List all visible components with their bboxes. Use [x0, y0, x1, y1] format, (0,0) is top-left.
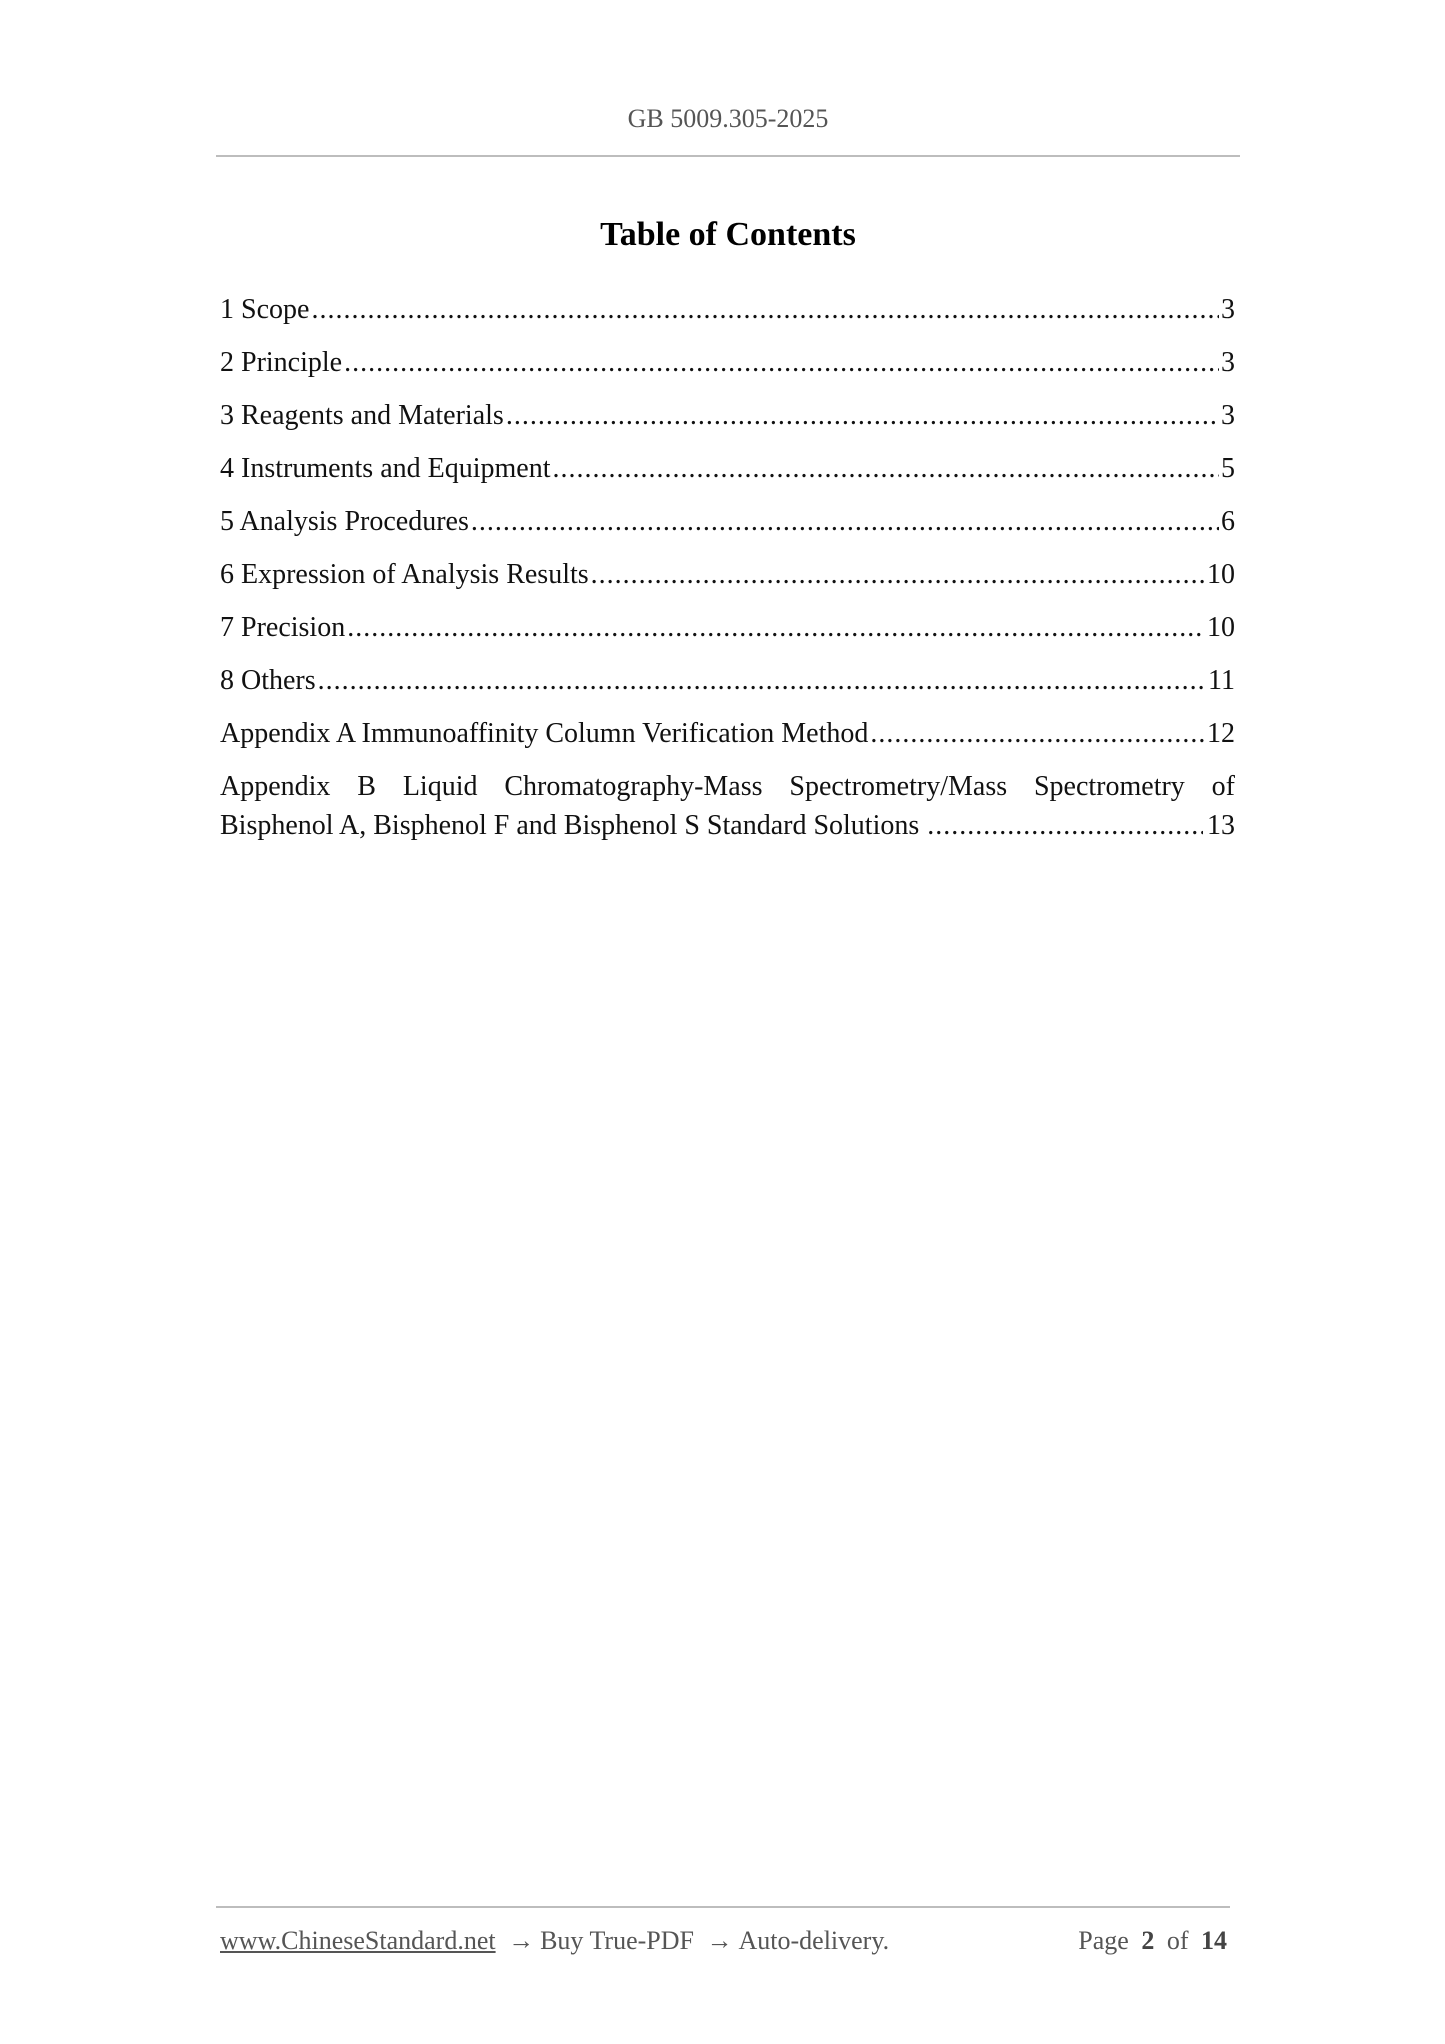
toc-entry-page: 3 [1221, 294, 1235, 325]
toc-entry-page: 3 [1221, 400, 1235, 431]
auto-delivery-text: Auto-delivery. [738, 1926, 890, 1955]
toc-entry-reagents[interactable] [220, 396, 1235, 449]
toc-entry-expression-of-results[interactable] [220, 555, 1235, 608]
arrow-right-icon: → [508, 1926, 535, 1955]
toc-entry-page: 3 [1221, 347, 1235, 378]
toc-entry-label: 6 Expression of Analysis Results [220, 559, 589, 590]
toc-entry-label: 3 Reagents and Materials [220, 400, 504, 431]
toc-entry-label: 1 Scope [220, 294, 310, 325]
footer-divider [216, 1906, 1230, 1908]
page-word: Page [1078, 1926, 1129, 1955]
toc-leader-dots [927, 806, 1203, 845]
toc-entry-page: 11 [1208, 665, 1235, 696]
toc-entry-label: 8 Others [220, 665, 316, 696]
toc-entry-label: 7 Precision [220, 612, 346, 643]
toc-entry-label: 2 Principle [220, 347, 343, 378]
toc-entry-principle[interactable] [220, 343, 1235, 396]
toc-leader-dots [318, 661, 1206, 701]
toc-leader-dots [506, 396, 1219, 436]
toc-leader-dots [870, 714, 1205, 754]
buy-true-pdf-text: Buy True-PDF [540, 1926, 694, 1955]
arrow-right-icon: → [706, 1926, 733, 1955]
toc-leader-dots [591, 555, 1205, 595]
toc-entry-label: Appendix A Immunoaffinity Column Verification Method [220, 718, 869, 749]
toc-entry-page: 10 [1207, 559, 1235, 590]
toc-entry-analysis-procedures[interactable] [220, 502, 1235, 555]
toc-entry-label-line2: Bisphenol A, Bisphenol F and Bisphenol S Standard Solutions [220, 810, 920, 841]
chinese-standard-link[interactable]: www.ChineseStandard.net [220, 1926, 496, 1955]
toc-leader-dots [311, 290, 1219, 330]
current-page-number: 2 [1141, 1926, 1155, 1955]
toc-entry-page: 5 [1221, 453, 1235, 484]
toc-entry-page: 10 [1207, 612, 1235, 643]
total-pages-number: 14 [1201, 1926, 1227, 1955]
toc-entry-label: 4 Instruments and Equipment [220, 453, 551, 484]
toc-entry-label-line1: Appendix B Liquid Chromatography-Mass Spectrometry/Mass Spectrometry of [220, 771, 1235, 802]
toc-entry-page: 12 [1207, 718, 1235, 749]
header-divider [216, 155, 1240, 157]
page-indicator [1075, 1926, 1230, 1956]
toc-entry-scope[interactable] [220, 290, 1235, 343]
toc-entry-appendix-a[interactable] [220, 714, 1235, 767]
of-word: of [1166, 1926, 1189, 1955]
toc-entry-instruments[interactable] [220, 449, 1235, 502]
toc-leader-dots [347, 608, 1205, 648]
toc-leader-dots [471, 502, 1219, 542]
toc-entry-page: 6 [1221, 506, 1235, 537]
toc-leader-dots [344, 343, 1219, 383]
toc-entry-label: 5 Analysis Procedures [220, 506, 469, 537]
toc-entry-page: 13 [1207, 810, 1235, 841]
footer-promo [220, 1926, 889, 1956]
toc-entry-appendix-b[interactable] [220, 767, 1235, 845]
toc-heading: Table of Contents [600, 216, 856, 253]
table-of-contents [220, 290, 1235, 845]
toc-entry-precision[interactable] [220, 608, 1235, 661]
toc-entry-others[interactable] [220, 661, 1235, 714]
document-code-header: GB 5009.305-2025 [627, 104, 829, 133]
toc-leader-dots [553, 449, 1219, 489]
page-footer [220, 1926, 1230, 1956]
